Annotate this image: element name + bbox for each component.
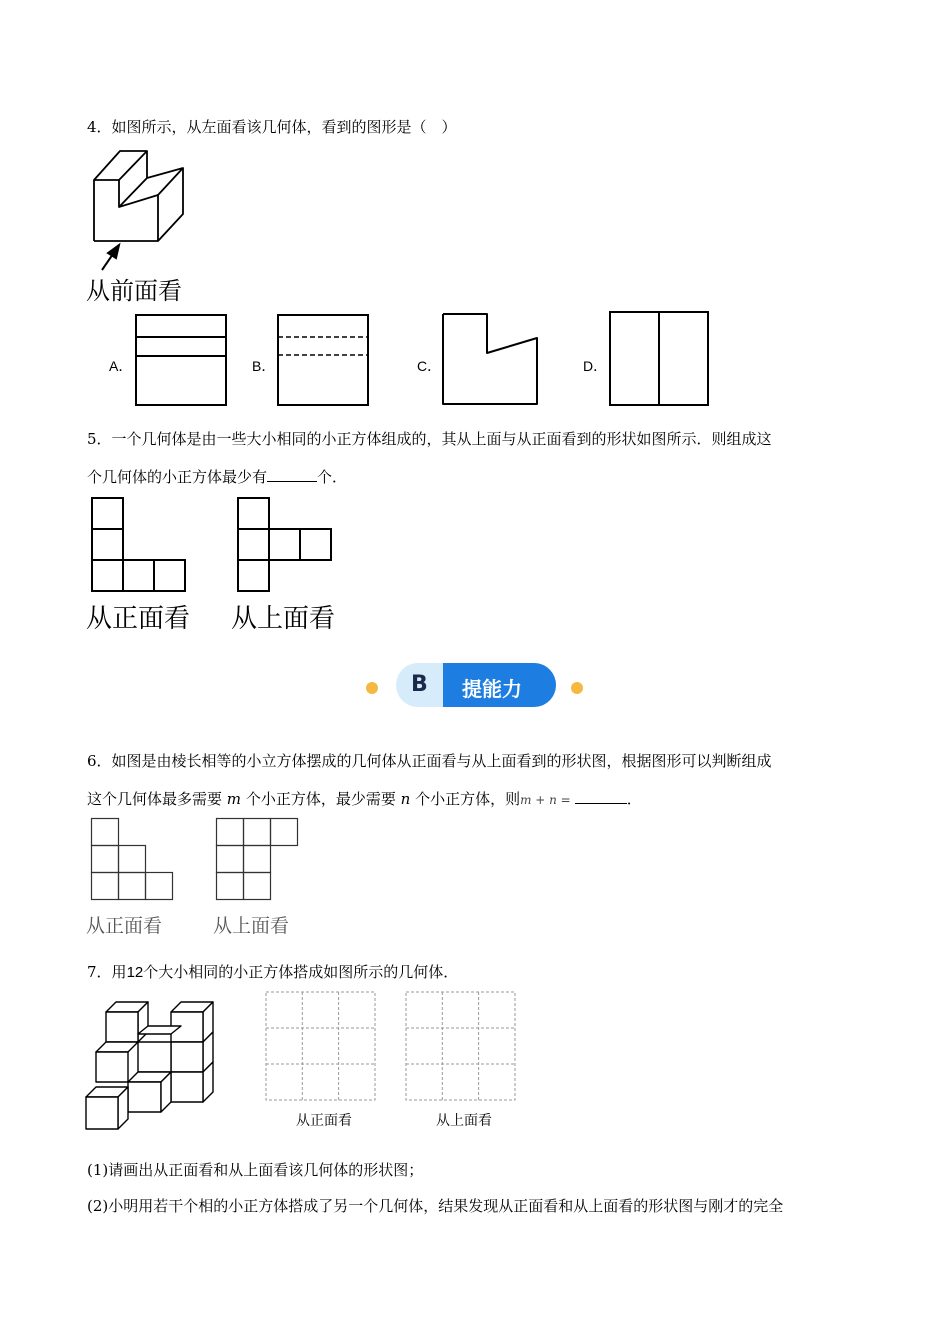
- q4-stem: ．如图所示，从左面看该几何体，看到的图形是（ ）: [96, 118, 457, 136]
- q4-view-caption: 从前面看: [86, 277, 182, 305]
- q4-option-d-label: D．: [583, 358, 608, 374]
- q4-number: 4: [87, 118, 97, 136]
- banner-letter: B: [411, 672, 428, 697]
- q5-top-view: [237, 497, 337, 593]
- q7-solid-figure: [86, 994, 226, 1134]
- q6-var-n: n: [400, 790, 411, 808]
- q5-stem-line1: ．一个几何体是由一些大小相同的小正方体组成的，其从上面与从正面看到的形状如图所示．则组成这: [96, 430, 772, 448]
- banner-label: 提能力: [462, 677, 522, 701]
- q5-line2: [87, 467, 347, 487]
- q4-solid-figure: [88, 145, 198, 275]
- q7-front-grid[interactable]: [265, 991, 377, 1101]
- q6-stem-line1: ．如图是由棱长相等的小立方体摆成的几何体从正面看与从上面看到的形状图，根据图形可以判断组成: [96, 752, 772, 770]
- q7-caption-front: 从正面看: [296, 1113, 352, 1129]
- q6-answer-blank[interactable]: [575, 803, 627, 804]
- q6-stem-b: 个小正方体，最少需要: [245, 790, 396, 808]
- q4-option-c-figure[interactable]: [442, 313, 540, 407]
- q6-caption-top: 从上面看: [213, 915, 290, 937]
- q4-option-a-figure[interactable]: [135, 314, 229, 406]
- q7-stem-a: ．用: [96, 963, 127, 981]
- q4-option-a-label: A．: [109, 358, 133, 374]
- q7-stem-b: 个大小相同的小正方体搭成如图所示的几何体．: [143, 963, 459, 981]
- q6-caption-front: 从正面看: [86, 915, 163, 937]
- q6-number: 6: [87, 752, 97, 770]
- q4-option-b-label: B．: [252, 358, 276, 374]
- q5-line1: [87, 429, 772, 449]
- q6-stem-end: ．: [626, 790, 642, 808]
- q5-number: 5: [87, 430, 97, 448]
- q4-text: [87, 117, 457, 137]
- q5-caption-top: 从上面看: [231, 604, 336, 634]
- q4-option-d-figure[interactable]: [609, 311, 709, 407]
- q6-line2: [87, 789, 642, 810]
- q5-stem-line2-end: 个．: [317, 468, 348, 486]
- q5-front-view: [91, 497, 191, 593]
- q5-stem-line2: 个几何体的小正方体最少有: [87, 468, 268, 486]
- q4-option-c-label: C．: [417, 358, 442, 374]
- q6-top-view: [216, 818, 300, 900]
- q6-expression: m + n =: [520, 793, 571, 807]
- q6-stem-c: 个小正方体，则: [415, 790, 521, 808]
- q7-number: 7: [87, 963, 97, 981]
- q6-line1: [87, 751, 772, 771]
- q7-caption-top: 从上面看: [436, 1113, 492, 1129]
- q5-caption-front: 从正面看: [86, 604, 191, 634]
- q7-part2: (2)小明用若干个相的小正方体搭成了另一个几何体，结果发现从正面看和从上面看的形状图与刚才的完全: [87, 1197, 784, 1215]
- q4-option-b-figure[interactable]: [277, 314, 371, 406]
- q7-text: [87, 962, 458, 983]
- q6-stem-a: 这个几何体最多需要: [87, 790, 223, 808]
- q7-count: 12: [126, 964, 144, 981]
- q6-var-m: m: [226, 790, 242, 808]
- q6-front-view: [91, 818, 175, 900]
- q5-answer-blank[interactable]: [267, 481, 317, 482]
- q7-part1: (1)请画出从正面看和从上面看该几何体的形状图；: [87, 1161, 424, 1179]
- q7-top-grid[interactable]: [405, 991, 517, 1101]
